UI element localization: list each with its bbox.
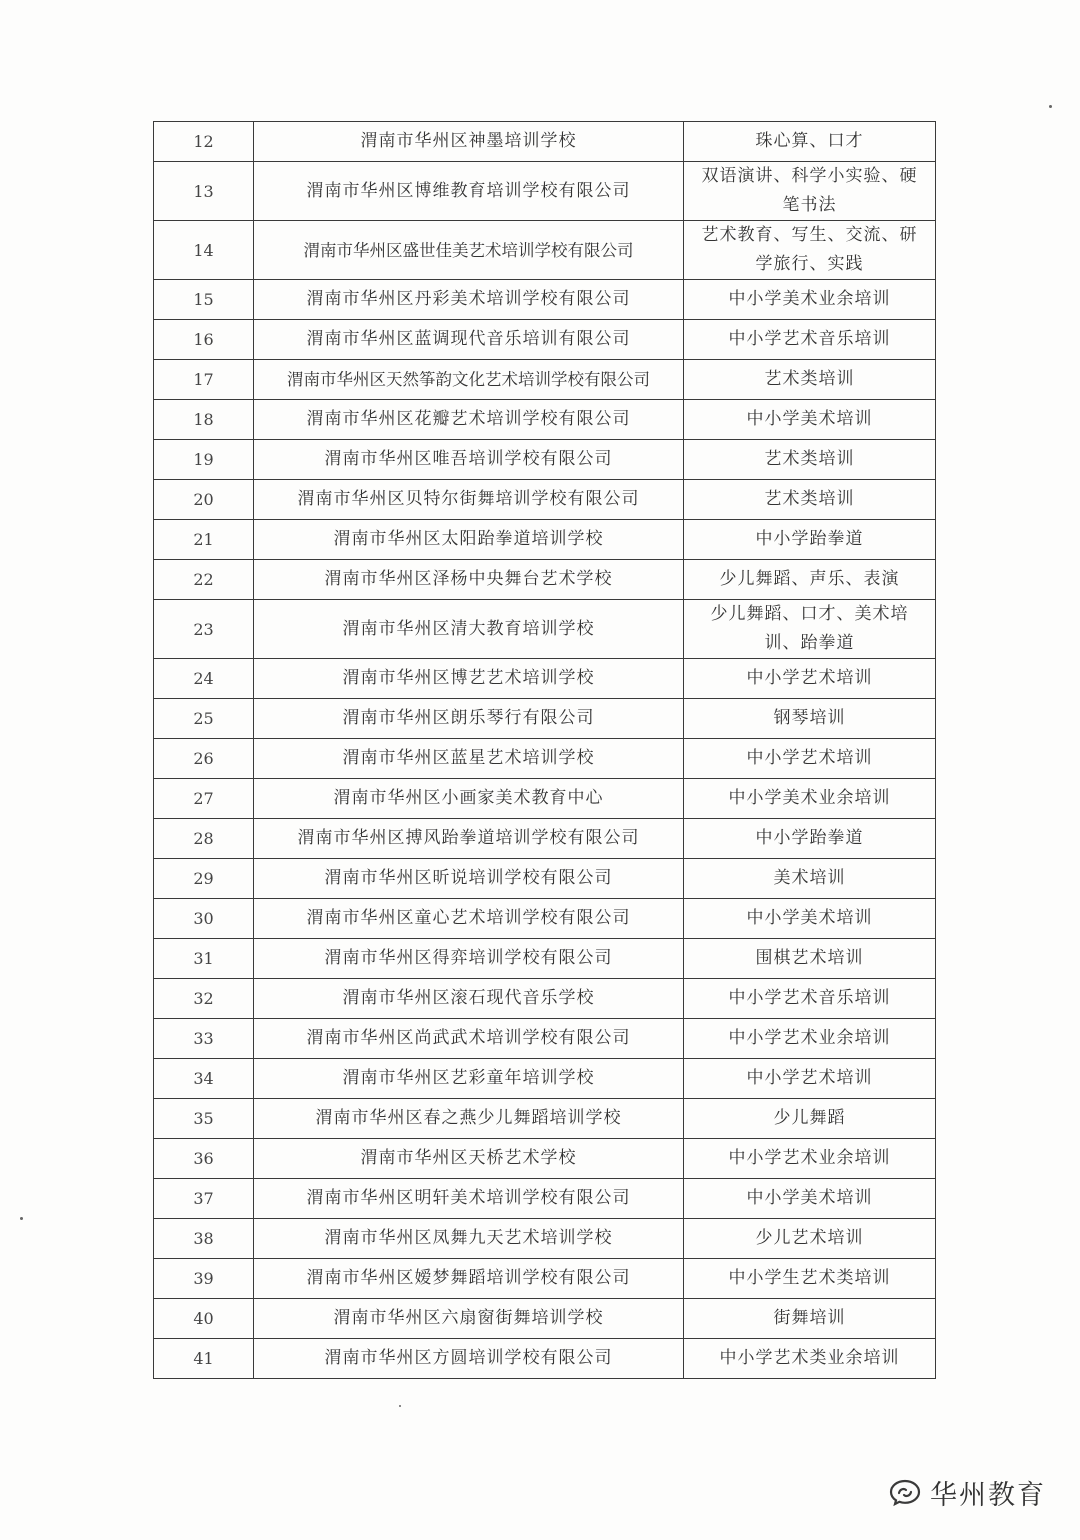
table-row xyxy=(154,360,936,400)
institution-name: 渭南市华州区得弈培训学校有限公司 xyxy=(254,939,684,979)
training-content: 艺术类培训 xyxy=(684,480,936,520)
training-content: 中小学美术业余培训 xyxy=(684,779,936,819)
institution-name: 渭南市华州区清大教育培训学校 xyxy=(254,600,684,659)
row-number: 14 xyxy=(154,221,254,280)
table-row xyxy=(154,320,936,360)
scan-speck xyxy=(399,1405,401,1407)
institution-name: 渭南市华州区六扇窗街舞培训学校 xyxy=(254,1299,684,1339)
table-row xyxy=(154,440,936,480)
table-body xyxy=(154,122,936,1379)
table-row xyxy=(154,779,936,819)
table-row xyxy=(154,899,936,939)
institution-name: 渭南市华州区昕说培训学校有限公司 xyxy=(254,859,684,899)
institution-name: 渭南市华州区花瓣艺术培训学校有限公司 xyxy=(254,400,684,440)
training-content: 中小学艺术培训 xyxy=(684,659,936,699)
institution-name: 渭南市华州区搏风跆拳道培训学校有限公司 xyxy=(254,819,684,859)
training-content: 围棋艺术培训 xyxy=(684,939,936,979)
scan-speck xyxy=(20,1217,23,1220)
training-content: 钢琴培训 xyxy=(684,699,936,739)
institution-name: 渭南市华州区蓝星艺术培训学校 xyxy=(254,739,684,779)
institution-name: 渭南市华州区天桥艺术学校 xyxy=(254,1139,684,1179)
training-content: 中小学艺术培训 xyxy=(684,1059,936,1099)
table-row xyxy=(154,1019,936,1059)
row-number: 30 xyxy=(154,899,254,939)
institution-name: 渭南市华州区盛世佳美艺术培训学校有限公司 xyxy=(254,221,684,280)
institution-name: 渭南市华州区童心艺术培训学校有限公司 xyxy=(254,899,684,939)
table-row xyxy=(154,859,936,899)
row-number: 34 xyxy=(154,1059,254,1099)
training-content: 中小学艺术类业余培训 xyxy=(684,1339,936,1379)
training-content: 艺术类培训 xyxy=(684,440,936,480)
institution-name: 渭南市华州区博艺艺术培训学校 xyxy=(254,659,684,699)
training-content: 少儿舞蹈、口才、美术培训、跆拳道 xyxy=(684,600,936,659)
table-row xyxy=(154,739,936,779)
training-content: 艺术教育、写生、交流、研学旅行、实践 xyxy=(684,221,936,280)
table-row xyxy=(154,1219,936,1259)
table-row xyxy=(154,162,936,221)
table-row xyxy=(154,1139,936,1179)
training-content: 街舞培训 xyxy=(684,1299,936,1339)
table-row xyxy=(154,520,936,560)
table-row xyxy=(154,480,936,520)
row-number: 18 xyxy=(154,400,254,440)
row-number: 17 xyxy=(154,360,254,400)
training-content: 双语演讲、科学小实验、硬笔书法 xyxy=(684,162,936,221)
row-number: 33 xyxy=(154,1019,254,1059)
institution-name: 渭南市华州区太阳跆拳道培训学校 xyxy=(254,520,684,560)
training-content: 美术培训 xyxy=(684,859,936,899)
training-content: 中小学艺术业余培训 xyxy=(684,1139,936,1179)
training-content: 中小学美术培训 xyxy=(684,899,936,939)
training-content: 少儿舞蹈、声乐、表演 xyxy=(684,560,936,600)
row-number: 32 xyxy=(154,979,254,1019)
training-content: 中小学艺术培训 xyxy=(684,739,936,779)
institution-name: 渭南市华州区滚石现代音乐学校 xyxy=(254,979,684,1019)
table-row xyxy=(154,600,936,659)
table-row xyxy=(154,1099,936,1139)
watermark xyxy=(888,1474,1046,1510)
table-row xyxy=(154,560,936,600)
table-row xyxy=(154,1339,936,1379)
row-number: 39 xyxy=(154,1259,254,1299)
table-row xyxy=(154,1299,936,1339)
institution-name: 渭南市华州区泽杨中央舞台艺术学校 xyxy=(254,560,684,600)
institution-name: 渭南市华州区明轩美术培训学校有限公司 xyxy=(254,1179,684,1219)
institution-name: 渭南市华州区春之燕少儿舞蹈培训学校 xyxy=(254,1099,684,1139)
institution-name: 渭南市华州区尚武武术培训学校有限公司 xyxy=(254,1019,684,1059)
table-row xyxy=(154,1059,936,1099)
training-content: 中小学跆拳道 xyxy=(684,819,936,859)
institution-name: 渭南市华州区朗乐琴行有限公司 xyxy=(254,699,684,739)
training-content: 中小学艺术音乐培训 xyxy=(684,320,936,360)
training-content: 中小学跆拳道 xyxy=(684,520,936,560)
row-number: 29 xyxy=(154,859,254,899)
training-content: 中小学艺术音乐培训 xyxy=(684,979,936,1019)
row-number: 25 xyxy=(154,699,254,739)
row-number: 41 xyxy=(154,1339,254,1379)
row-number: 22 xyxy=(154,560,254,600)
institution-name: 渭南市华州区博维教育培训学校有限公司 xyxy=(254,162,684,221)
row-number: 36 xyxy=(154,1139,254,1179)
table-row xyxy=(154,400,936,440)
row-number: 16 xyxy=(154,320,254,360)
table-row xyxy=(154,280,936,320)
row-number: 13 xyxy=(154,162,254,221)
row-number: 23 xyxy=(154,600,254,659)
row-number: 38 xyxy=(154,1219,254,1259)
training-content: 中小学美术培训 xyxy=(684,400,936,440)
row-number: 35 xyxy=(154,1099,254,1139)
row-number: 37 xyxy=(154,1179,254,1219)
table-row xyxy=(154,939,936,979)
row-number: 21 xyxy=(154,520,254,560)
institution-name: 渭南市华州区艺彩童年培训学校 xyxy=(254,1059,684,1099)
row-number: 19 xyxy=(154,440,254,480)
training-content: 珠心算、口才 xyxy=(684,122,936,162)
scan-speck xyxy=(1049,105,1052,108)
table-row xyxy=(154,221,936,280)
institution-name: 渭南市华州区贝特尔街舞培训学校有限公司 xyxy=(254,480,684,520)
institution-name: 渭南市华州区丹彩美术培训学校有限公司 xyxy=(254,280,684,320)
training-content: 少儿舞蹈 xyxy=(684,1099,936,1139)
institution-name: 渭南市华州区凤舞九天艺术培训学校 xyxy=(254,1219,684,1259)
institution-name: 渭南市华州区唯吾培训学校有限公司 xyxy=(254,440,684,480)
wechat-official-account-icon xyxy=(888,1477,922,1507)
row-number: 15 xyxy=(154,280,254,320)
row-number: 27 xyxy=(154,779,254,819)
table-row xyxy=(154,979,936,1019)
training-content: 少儿艺术培训 xyxy=(684,1219,936,1259)
table-row xyxy=(154,1179,936,1219)
row-number: 12 xyxy=(154,122,254,162)
institution-name: 渭南市华州区方圆培训学校有限公司 xyxy=(254,1339,684,1379)
table-row xyxy=(154,819,936,859)
table-row xyxy=(154,659,936,699)
institution-name: 渭南市华州区天然筝韵文化艺术培训学校有限公司 xyxy=(254,360,684,400)
institution-name: 渭南市华州区嫒梦舞蹈培训学校有限公司 xyxy=(254,1259,684,1299)
table-row xyxy=(154,1259,936,1299)
table-row xyxy=(154,699,936,739)
institution-name: 渭南市华州区小画家美术教育中心 xyxy=(254,779,684,819)
training-content: 艺术类培训 xyxy=(684,360,936,400)
table-row xyxy=(154,122,936,162)
training-content: 中小学生艺术类培训 xyxy=(684,1259,936,1299)
row-number: 40 xyxy=(154,1299,254,1339)
institution-name: 渭南市华州区神墨培训学校 xyxy=(254,122,684,162)
training-content: 中小学美术业余培训 xyxy=(684,280,936,320)
institution-name: 渭南市华州区蓝调现代音乐培训有限公司 xyxy=(254,320,684,360)
training-content: 中小学艺术业余培训 xyxy=(684,1019,936,1059)
row-number: 24 xyxy=(154,659,254,699)
row-number: 20 xyxy=(154,480,254,520)
training-institution-table xyxy=(153,121,936,1379)
training-content: 中小学美术培训 xyxy=(684,1179,936,1219)
row-number: 26 xyxy=(154,739,254,779)
row-number: 28 xyxy=(154,819,254,859)
watermark-text: 华州教育 xyxy=(930,1479,1046,1511)
row-number: 31 xyxy=(154,939,254,979)
